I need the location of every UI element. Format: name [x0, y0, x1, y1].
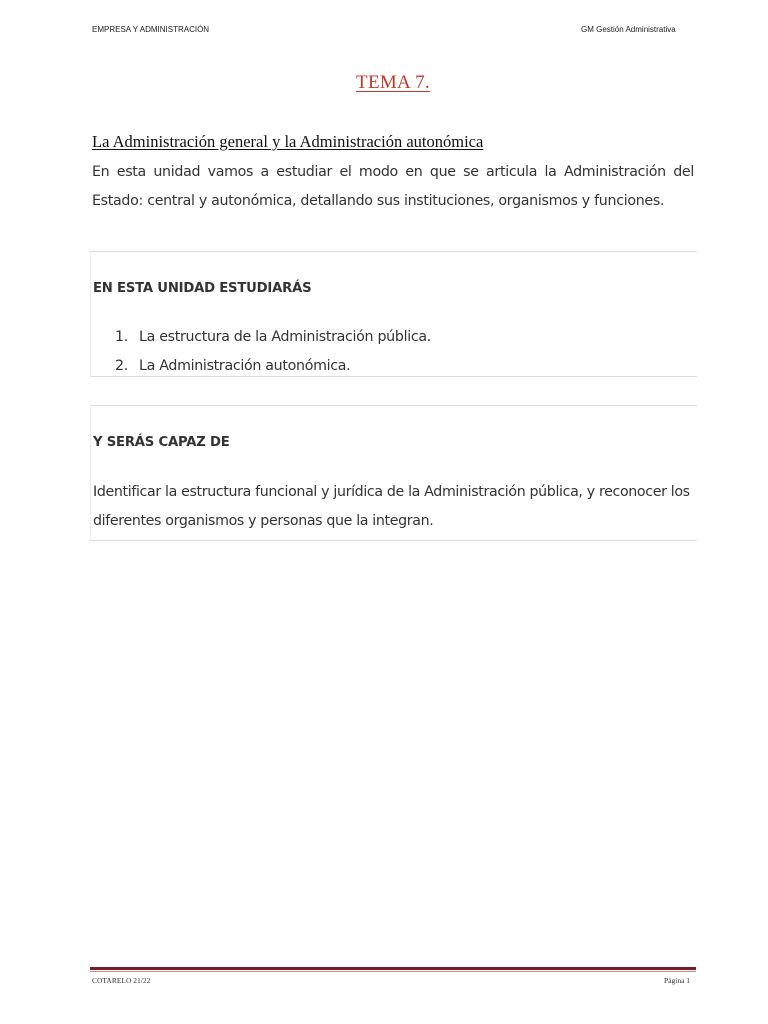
unidad-box — [90, 251, 697, 377]
page-number: Página 1 — [664, 976, 691, 985]
list-item-text: La Administración autonómica. — [139, 358, 351, 374]
list-item-text: La estructura de la Administración pública. — [139, 329, 431, 345]
footer-rule — [90, 967, 696, 970]
unit-subtitle: La Administración general y la Administración autonómica — [92, 132, 484, 151]
list-item-number: 2. — [115, 358, 128, 374]
capaz-text: Identificar la estructura funcional y jurídica de la Administración pública, y reconocer los diferentes organismos y personas que la integran. — [93, 484, 690, 529]
list-item-number: 1. — [115, 329, 128, 345]
intro-paragraph: En esta unidad vamos a estudiar el modo en que se articula la Administración del Estado: central y autonómica, detallando sus instituciones, organismos y funciones. — [92, 164, 694, 209]
capaz-box — [90, 405, 697, 541]
capaz-heading: Y SERÁS CAPAZ DE — [93, 435, 230, 450]
unidad-list — [115, 323, 431, 381]
list-item — [115, 323, 431, 352]
header-right: GM Gestión Administrativa — [581, 25, 676, 34]
footer-left: COTARELO 21/22 — [92, 976, 151, 985]
footer-rule-thin — [90, 971, 696, 972]
unidad-heading: EN ESTA UNIDAD ESTUDIARÁS — [93, 281, 312, 296]
page-title: TEMA 7. — [356, 72, 430, 93]
list-item — [115, 352, 431, 381]
header-left: EMPRESA Y ADMINISTRACIÓN — [92, 25, 210, 34]
